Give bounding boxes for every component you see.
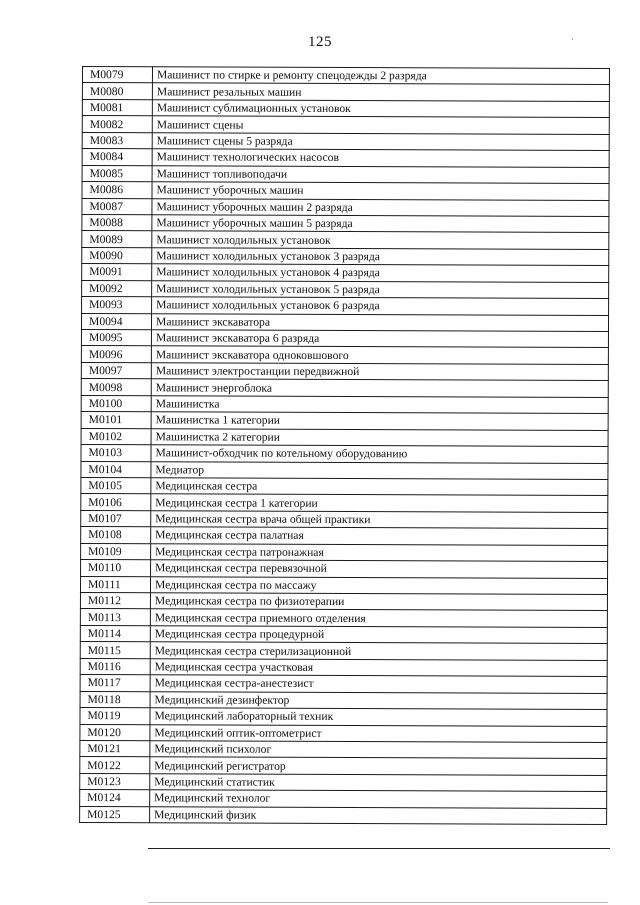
table-row [80,773,607,791]
row-code: М0110 [81,560,151,577]
table-bottom-rule [148,848,610,849]
row-profession-name: Машинист экскаватора одноковшового [151,346,608,364]
row-code: М0111 [80,576,150,593]
table-row [80,658,607,676]
table-row [82,99,609,117]
row-code: М0097 [81,362,151,379]
row-profession-name: Машинист уборочных машин 5 разряда [152,215,609,233]
row-profession-name: Машинист уборочных машин [152,182,609,200]
table-row [81,412,608,430]
row-code: М0121 [80,740,150,757]
row-code: М0083 [82,132,152,149]
row-profession-name: Машинист холодильных установок 6 разряда [152,297,609,315]
table-row [81,494,608,512]
row-code: М0120 [80,724,150,741]
row-profession-name: Машинист холодильных установок [152,231,609,249]
row-code: М0079 [82,67,152,84]
row-code: М0107 [81,510,151,527]
table-row [82,182,609,200]
table-row [81,527,608,545]
row-profession-name: Медицинский регистратор [150,757,607,775]
scan-artifact-mark: · [571,34,574,44]
table-row [82,116,609,134]
row-profession-name: Медицинская сестра приемного отделения [150,609,607,627]
table-row [80,757,607,775]
row-code: М0088 [82,214,152,231]
row-code: М0081 [82,99,152,116]
row-code: М0094 [81,313,151,330]
row-code: М0117 [80,675,150,692]
row-profession-name: Машинист экскаватора [151,313,608,331]
row-code: М0118 [80,691,150,708]
table-row [81,510,608,528]
row-profession-name: Медицинский статистик [150,774,607,792]
row-code: М0084 [82,149,152,166]
row-profession-name: Медицинская сестра врача общей практики [151,511,608,529]
row-profession-name: Машинист технологических насосов [152,149,609,167]
row-code: М0091 [82,264,152,281]
row-profession-name: Машинист холодильных установок 5 разряда [152,280,609,298]
row-code: М0086 [82,182,152,199]
table-row [80,675,607,693]
row-code: М0108 [81,527,151,544]
table-row [82,165,609,183]
table-row [80,790,607,808]
row-profession-name: Медицинский дезинфектор [150,691,607,709]
row-code: М0112 [80,592,150,609]
row-profession-name: Машинистка [151,396,608,414]
row-profession-name: Медицинский технолог [150,790,607,808]
row-profession-name: Машинистка 1 категории [151,412,608,430]
profession-codes-table [79,66,610,825]
table-row [82,264,609,282]
row-code: М0082 [82,116,152,133]
table-row [81,428,608,446]
row-profession-name: Машинист по стирке и ремонту спецодежды 2 разряда [152,67,609,85]
row-code: М0085 [82,165,152,182]
row-profession-name: Машинист резальных машин [152,83,609,101]
scan-edge-line [148,902,608,903]
row-profession-name: Машинист-обходчик по котельному оборудованию [151,445,608,463]
row-code: М0109 [81,543,151,560]
table-row [80,609,607,627]
row-code: М0105 [81,477,151,494]
table-row [81,395,608,413]
table-body [80,67,610,825]
row-profession-name: Медицинская сестра по физиотерапии [150,593,607,611]
table-row [82,297,609,315]
table-row [80,724,607,742]
table-row [80,708,607,726]
table-row [82,214,609,232]
table-row [81,329,608,347]
table-row [81,445,608,463]
table-row [82,67,609,85]
table-row [80,576,607,594]
row-profession-name: Медиатор [151,461,608,479]
row-profession-name: Машинистка 2 категории [151,428,608,446]
page-number: 125 [308,34,332,50]
row-profession-name: Машинист топливоподачи [152,165,609,183]
table-row [80,740,607,758]
row-code: М0102 [81,428,151,445]
row-profession-name: Машинист сцены 5 разряда [152,133,609,151]
row-profession-name: Медицинский физик [150,806,607,824]
row-code: М0123 [80,773,150,790]
row-profession-name: Медицинская сестра участковая [150,659,607,677]
table-row [82,83,609,101]
row-code: М0124 [80,790,150,807]
row-profession-name: Медицинская сестра-анестезист [150,675,607,693]
table-row [81,362,608,380]
row-code: М0104 [81,461,151,478]
row-profession-name: Медицинский лабораторный техник [150,708,607,726]
row-profession-name: Машинист электростанции передвижной [151,363,608,381]
row-profession-name: Машинист холодильных установок 4 разряда [152,264,609,282]
row-code: М0119 [80,708,150,725]
row-code: М0114 [80,625,150,642]
table-row [81,346,608,364]
table-row [82,231,609,249]
table-row [82,198,609,216]
row-code: М0095 [81,329,151,346]
table-row [82,132,609,150]
row-profession-name: Машинист холодильных установок 3 разряда [152,248,609,266]
row-profession-name: Медицинский психолог [150,741,607,759]
table-row [80,691,607,709]
table-row [81,379,608,397]
row-profession-name: Медицинская сестра [151,478,608,496]
table-row [81,560,608,578]
table-row [81,313,608,331]
row-profession-name: Медицинская сестра патронажная [151,543,608,561]
table-row [80,642,607,660]
row-code: М0089 [82,231,152,248]
table-row [81,543,608,561]
row-code: М0080 [82,83,152,100]
row-code: М0090 [82,247,152,264]
table-row [81,477,608,495]
row-profession-name: Машинист уборочных машин 2 разряда [152,198,609,216]
row-profession-name: Медицинская сестра 1 категории [151,494,608,512]
table-row [81,461,608,479]
row-profession-name: Медицинская сестра палатная [151,527,608,545]
table-row [82,280,609,298]
row-profession-name: Машинист экскаватора 6 разряда [151,330,608,348]
row-profession-name: Медицинская сестра процедурной [150,626,607,644]
row-code: М0098 [81,379,151,396]
row-profession-name: Медицинская сестра по массажу [150,576,607,594]
row-profession-name: Медицинская сестра перевязочной [151,560,608,578]
row-code: М0125 [80,806,150,823]
row-code: М0115 [80,642,150,659]
row-profession-name: Машинист энергоблока [151,379,608,397]
row-code: М0101 [81,412,151,429]
row-code: М0096 [81,346,151,363]
table-row [82,247,609,265]
row-code: М0116 [80,658,150,675]
row-code: М0092 [82,280,152,297]
row-profession-name: Медицинский оптик-оптометрист [150,724,607,742]
table-row [80,625,607,643]
row-profession-name: Машинист сцены [152,116,609,134]
table-row [80,592,607,610]
row-profession-name: Медицинская сестра стерилизационной [150,642,607,660]
row-code: М0087 [82,198,152,215]
table-row [80,806,607,824]
row-code: М0100 [81,395,151,412]
row-code: М0122 [80,757,150,774]
row-code: М0093 [82,297,152,314]
row-profession-name: Машинист сублимационных установок [152,100,609,118]
table-row [82,149,609,167]
row-code: М0113 [80,609,150,626]
row-code: М0103 [81,445,151,462]
row-code: М0106 [81,494,151,511]
